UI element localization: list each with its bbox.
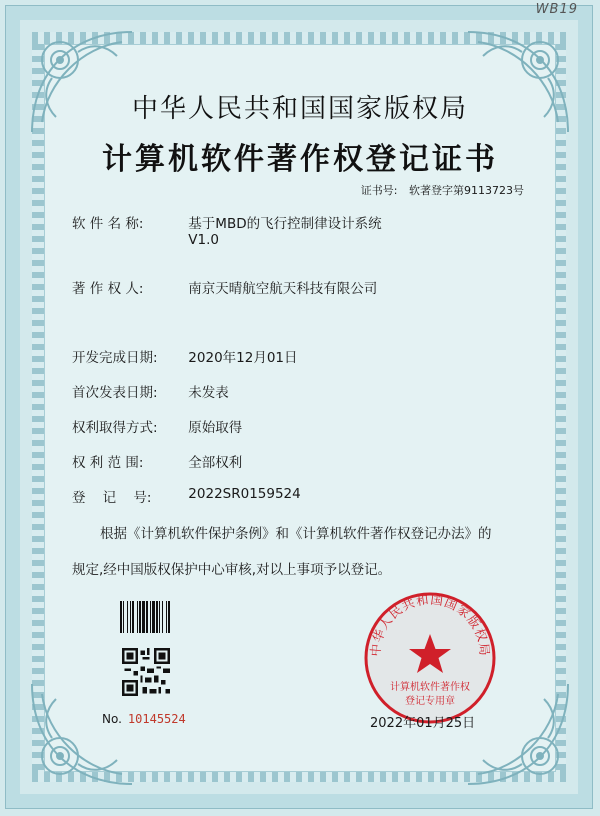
- statement-line-1: 根据《计算机软件保护条例》和《计算机软件著作权登记办法》的: [100, 526, 492, 542]
- field-label: 首次发表日期:: [72, 385, 158, 401]
- serial-number: [102, 712, 186, 726]
- field-label: 登 记 号:: [72, 490, 152, 506]
- field-label: 权 利 范 围:: [72, 455, 144, 471]
- field-label: 著 作 权 人:: [72, 281, 144, 297]
- field-software-name: [72, 212, 382, 248]
- seal-inner-line-2: 登记专用章: [405, 696, 455, 707]
- seal-inner-line-1: 计算机软件著作权: [390, 682, 470, 693]
- serial-value: 10145524: [127, 712, 186, 726]
- field-value: 全部权利: [188, 455, 243, 471]
- serial-label: No.: [102, 712, 122, 726]
- field-value: 2022SR0159524: [188, 486, 301, 502]
- field-copyright-holder: [72, 277, 377, 297]
- field-value: 未发表: [188, 385, 229, 401]
- issuer-name: 中华人民共和国国家版权局: [131, 94, 468, 124]
- field-registration-number: [72, 486, 301, 506]
- issue-date: 2022年01月25日: [370, 716, 476, 731]
- official-seal-icon: [362, 590, 498, 726]
- field-acquisition-method: [72, 416, 242, 436]
- field-value: 原始取得: [188, 420, 243, 436]
- field-completion-date: [72, 346, 298, 366]
- field-value: 南京天晴航空航天科技有限公司: [188, 281, 378, 297]
- field-value: 2020年12月01日: [188, 350, 298, 366]
- certificate-number-label: 证书号:: [360, 184, 398, 197]
- software-name-value: 基于MBD的飞行控制律设计系统: [188, 216, 382, 232]
- certificate-title: 计算机软件著作权登记证书: [102, 142, 498, 177]
- field-label: 软 件 名 称:: [72, 216, 144, 232]
- field-label: 开发完成日期:: [72, 350, 158, 366]
- field-scope-of-rights: [72, 451, 242, 471]
- certification-statement: [72, 516, 542, 588]
- certificate-number: [361, 182, 524, 198]
- barcode-icon: [120, 601, 186, 633]
- field-label: 权利取得方式:: [72, 420, 158, 436]
- certificate-number-value: 软著登字第9113723号: [409, 184, 524, 197]
- seal-outer-text: 中华人民共和国国家版权局: [367, 591, 493, 658]
- field-first-publication: [72, 381, 229, 401]
- statement-line-2: 规定,经中国版权保护中心审核,对以上事项予以登记。: [72, 562, 392, 578]
- field-value: [188, 212, 381, 248]
- handwritten-note: WB19: [535, 2, 578, 17]
- software-version: V1.0: [188, 232, 220, 248]
- qr-code-icon: [122, 648, 170, 696]
